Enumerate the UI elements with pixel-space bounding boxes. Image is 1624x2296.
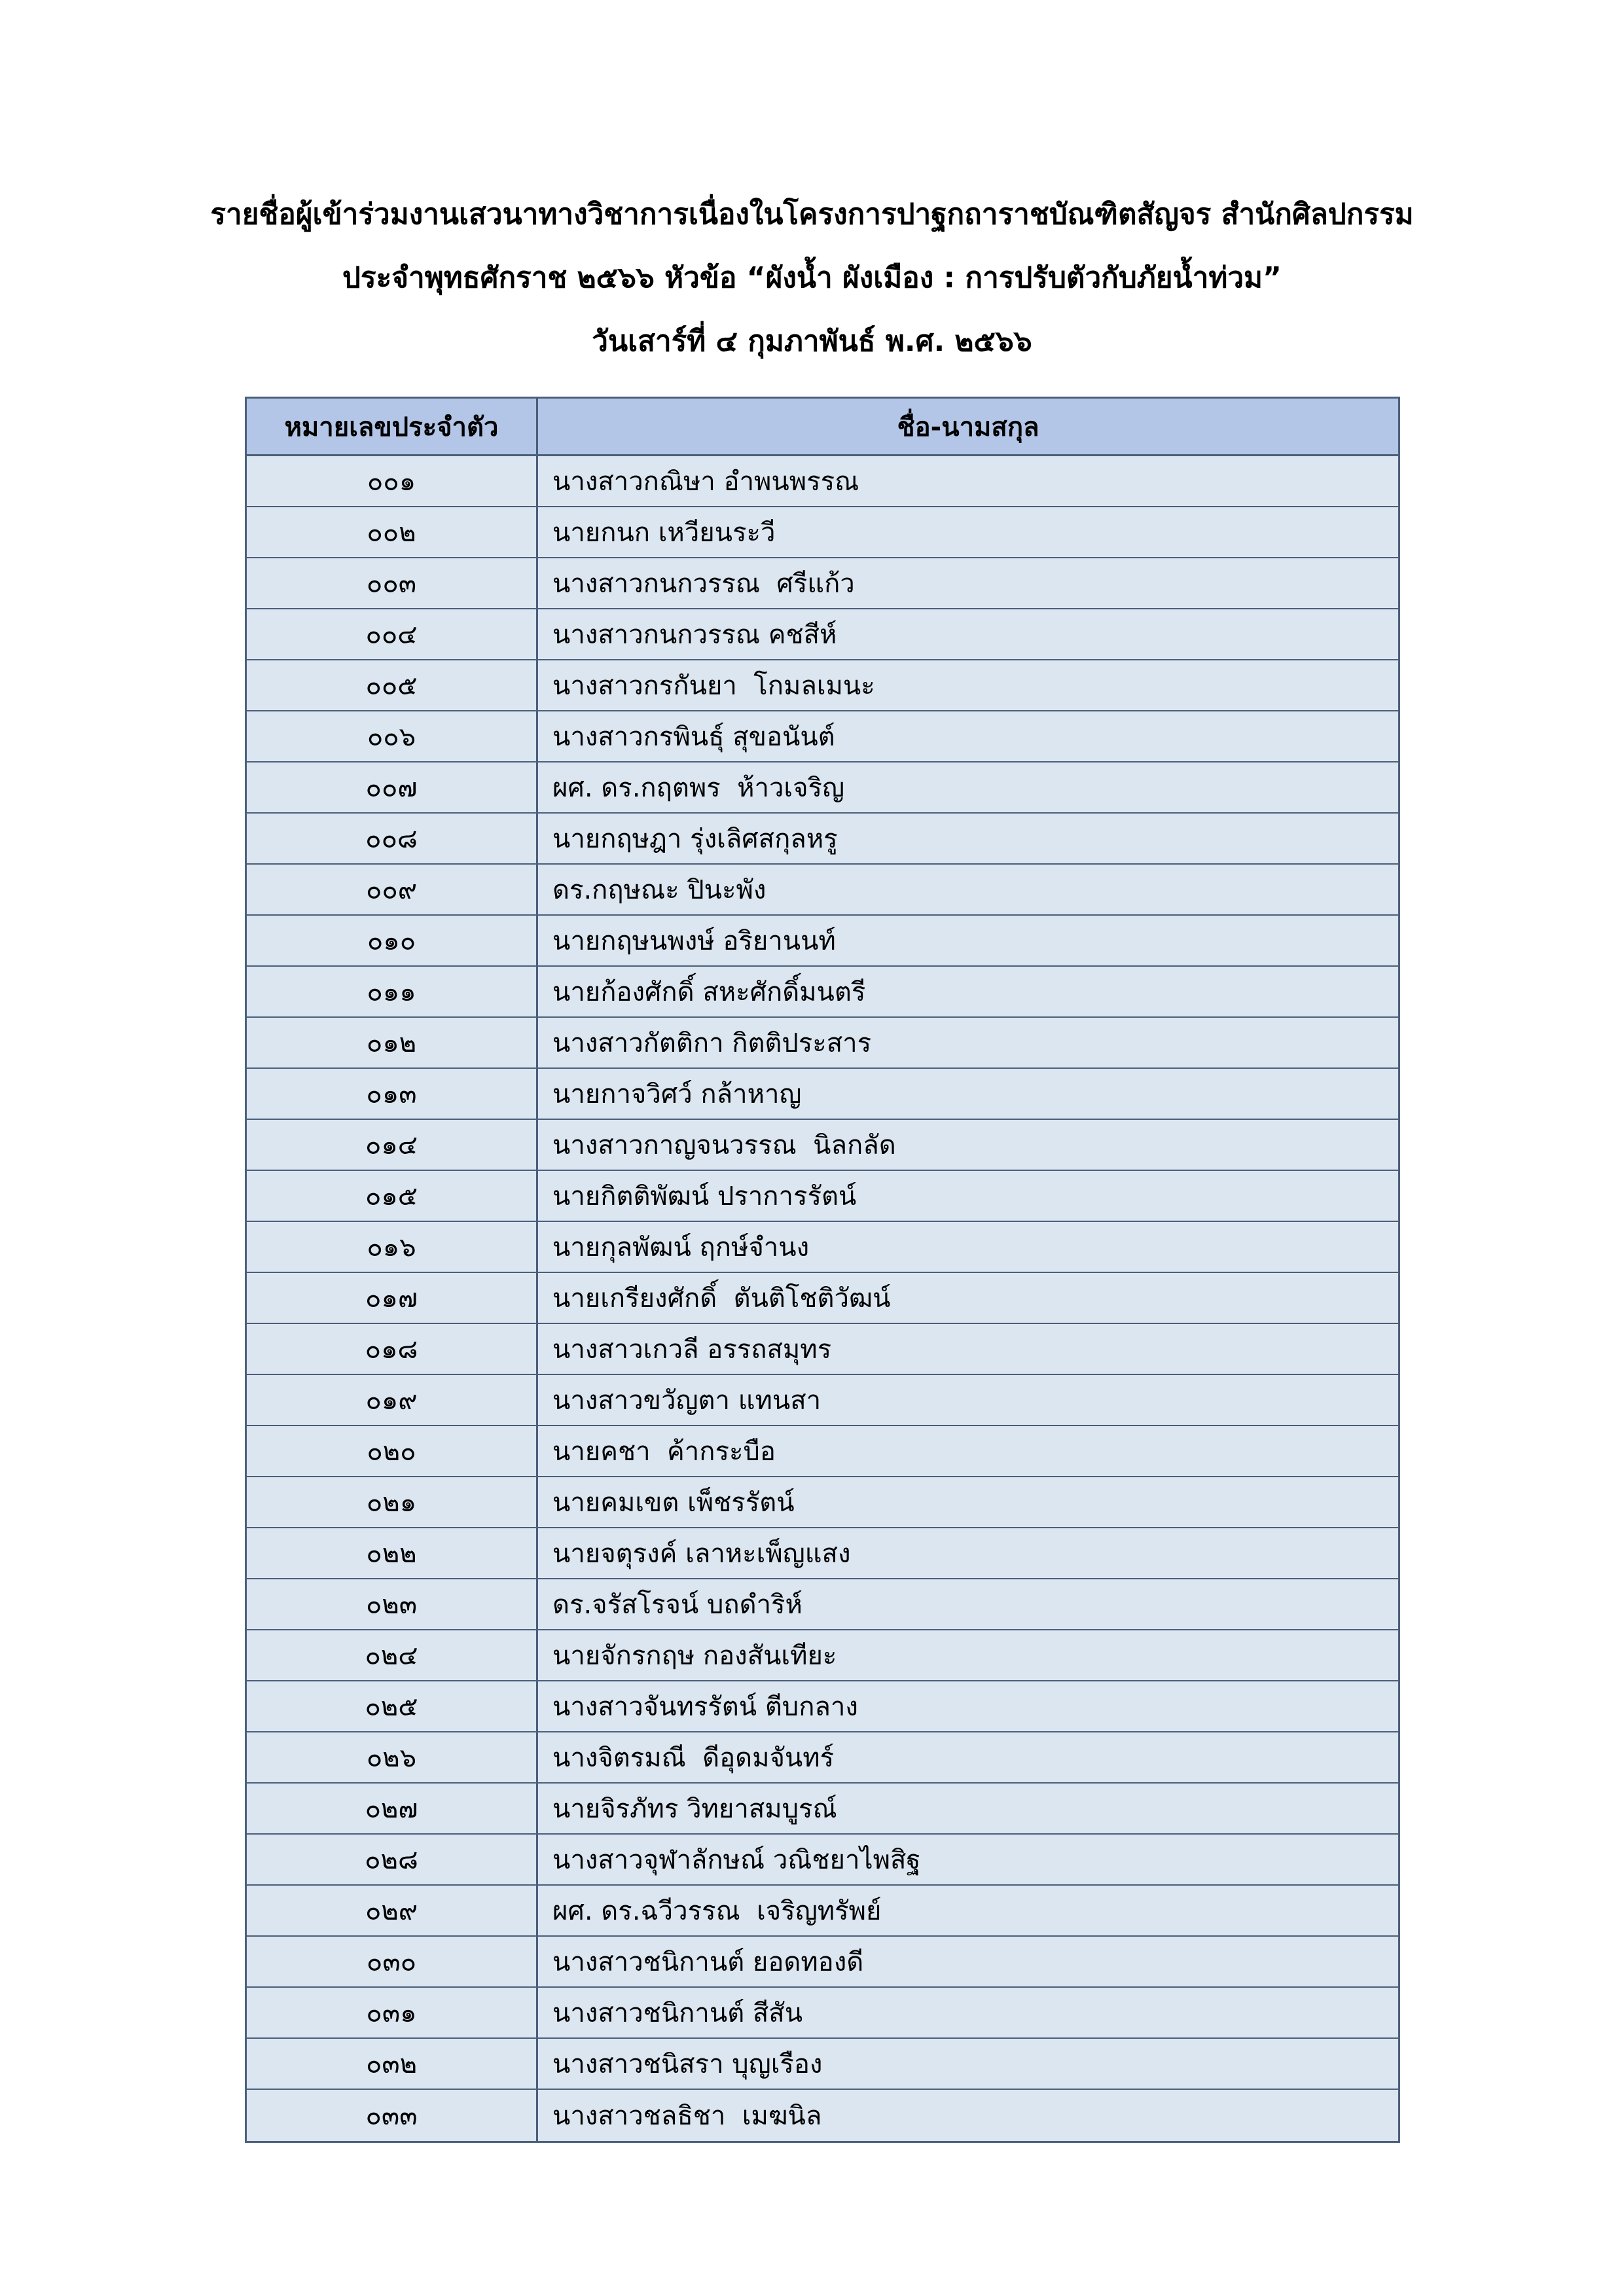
table-row	[247, 865, 1398, 916]
table-row	[247, 967, 1398, 1018]
table-row	[247, 1937, 1398, 1988]
table-row	[247, 1273, 1398, 1324]
participant-id-cell: ๐๐๖	[247, 711, 538, 761]
participant-id-cell: ๐๑๕	[247, 1171, 538, 1221]
participant-name-cell: นายกุลพัฒน์ ฤกษ์จำนง	[552, 1232, 810, 1263]
participant-name-cell: นายเกรียงศักดิ์ ตันติโชติวัฒน์	[552, 1283, 891, 1314]
participant-name-cell: ผศ. ดร.กฤตพร ห้าวเจริญ	[552, 773, 845, 803]
table-row	[247, 1528, 1398, 1579]
participant-id-cell: ๐๑๔	[247, 1120, 538, 1170]
participant-id-cell: ๐๐๕	[247, 660, 538, 710]
table-row	[247, 2090, 1398, 2141]
table-row	[247, 1324, 1398, 1375]
participant-id-cell: ๐๑๐	[247, 916, 538, 965]
participant-name-cell: นางสาวกนกวรรณ ศรีแก้ว	[552, 569, 855, 599]
table-row	[247, 1988, 1398, 2039]
table-row	[247, 2039, 1398, 2090]
table-row	[247, 1835, 1398, 1886]
participant-name-cell: นายกฤษฎา รุ่งเลิศสกุลหรู	[552, 824, 838, 854]
table-row	[247, 1426, 1398, 1477]
participant-name-cell: นายกฤษนพงษ์ อริยานนท์	[552, 926, 836, 956]
id-column-header: หมายเลขประจำตัว	[247, 399, 538, 454]
participant-id-cell: ๐๐๘	[247, 814, 538, 863]
participant-id-cell: ๐๒๖	[247, 1732, 538, 1782]
participant-id-cell: ๐๐๓	[247, 558, 538, 608]
participant-id-cell: ๐๐๙	[247, 865, 538, 914]
table-row	[247, 814, 1398, 865]
participant-name-cell: นายคมเขต เพ็ชรรัตน์	[552, 1488, 795, 1518]
participant-name-cell: นางสาวเกวลี อรรถสมุทร	[552, 1335, 832, 1365]
participant-id-cell: ๐๑๒	[247, 1018, 538, 1067]
table-row	[247, 1069, 1398, 1120]
participant-name-cell: นางสาวกณิษา อำพนพรรณ	[552, 467, 859, 497]
participant-id-cell: ๐๒๗	[247, 1784, 538, 1833]
table-header-row	[247, 399, 1398, 456]
table-row	[247, 711, 1398, 762]
participant-id-cell: ๐๓๒	[247, 2039, 538, 2089]
table-body	[247, 456, 1398, 2141]
document-title-line-1: รายชื่อผู้เข้าร่วมงานเสวนาทางวิชาการเนื่องในโครงการปาฐกถาราชบัณฑิตสัญจร สำนักศิลปกรรม	[210, 198, 1414, 231]
participant-table	[245, 397, 1400, 2143]
participant-name-cell: นายกาจวิศว์ กล้าหาญ	[552, 1079, 802, 1109]
table-row	[247, 1171, 1398, 1222]
table-row	[247, 916, 1398, 967]
table-row	[247, 1477, 1398, 1528]
name-column-header: ชื่อ-นามสกุล	[897, 412, 1039, 442]
participant-name-cell: นางสาวจุฬาลักษณ์ วณิชยาไพสิฐ	[552, 1845, 921, 1875]
participant-id-cell: ๐๒๐	[247, 1426, 538, 1476]
table-row	[247, 1579, 1398, 1630]
participant-name-cell: นางสาวชนิสรา บุญเรือง	[552, 2049, 823, 2079]
table-row	[247, 1222, 1398, 1273]
participant-id-cell: ๐๑๗	[247, 1273, 538, 1323]
table-row	[247, 1120, 1398, 1171]
participant-name-cell: ดร.จรัสโรจน์ บถดำริห์	[552, 1590, 803, 1620]
participant-id-cell: ๐๑๖	[247, 1222, 538, 1272]
table-row	[247, 1886, 1398, 1937]
participant-id-cell: ๐๐๗	[247, 762, 538, 812]
participant-name-cell: นางสาวกรพินธุ์ สุขอนันต์	[552, 722, 835, 752]
participant-id-cell: ๐๒๘	[247, 1835, 538, 1884]
participant-name-cell: นายกนก เหวียนระวี	[552, 518, 776, 548]
participant-id-cell: ๐๑๘	[247, 1324, 538, 1374]
participant-name-cell: นายจักรกฤษ กองสันเทียะ	[552, 1641, 837, 1671]
table-row	[247, 660, 1398, 711]
table-row	[247, 1681, 1398, 1732]
participant-name-cell: นางสาวชลธิชา เมฆนิล	[552, 2101, 822, 2131]
participant-name-cell: นายก้องศักดิ์ สหะศักดิ์มนตรี	[552, 977, 866, 1007]
participant-id-cell: ๐๒๔	[247, 1630, 538, 1680]
participant-id-cell: ๐๒๒	[247, 1528, 538, 1578]
participant-name-cell: นายจิรภัทร วิทยาสมบูรณ์	[552, 1794, 837, 1824]
table-row	[247, 1784, 1398, 1835]
participant-name-cell: นางสาวกนกวรรณ คชสีห์	[552, 620, 837, 650]
participant-name-cell: นายคชา ค้ากระบือ	[552, 1437, 776, 1467]
participant-id-cell: ๐๓๓	[247, 2090, 538, 2141]
participant-name-cell: นางจิตรมณี ดีอุดมจันทร์	[552, 1743, 835, 1773]
table-row	[247, 1630, 1398, 1681]
participant-name-cell: นางสาวขวัญตา แทนสา	[552, 1386, 821, 1416]
participant-id-cell: ๐๑๑	[247, 967, 538, 1016]
participant-id-cell: ๐๓๐	[247, 1937, 538, 1986]
participant-name-cell: นางสาวกรกันยา โกมลเมนะ	[552, 671, 875, 701]
participant-id-cell: ๐๑๓	[247, 1069, 538, 1119]
table-row	[247, 1732, 1398, 1784]
participant-name-cell: นางสาวชนิกานต์ ยอดทองดี	[552, 1947, 864, 1977]
table-row	[247, 762, 1398, 814]
participant-id-cell: ๐๒๓	[247, 1579, 538, 1629]
participant-id-cell: ๐๐๑	[247, 456, 538, 506]
participant-name-cell: ผศ. ดร.ฉวีวรรณ เจริญทรัพย์	[552, 1896, 882, 1926]
table-row	[247, 507, 1398, 558]
participant-name-cell: นางสาวกัตติกา กิตติประสาร	[552, 1028, 872, 1058]
participant-id-cell: ๐๑๙	[247, 1375, 538, 1425]
participant-name-cell: นางสาวจันทรรัตน์ ตีบกลาง	[552, 1692, 858, 1722]
participant-id-cell: ๐๒๑	[247, 1477, 538, 1527]
table-row	[247, 456, 1398, 507]
participant-id-cell: ๐๓๑	[247, 1988, 538, 2037]
table-row	[247, 609, 1398, 660]
participant-name-cell: นางสาวชนิกานต์ สีสัน	[552, 1998, 803, 2028]
participant-name-cell: ดร.กฤษณะ ปินะพัง	[552, 875, 767, 905]
participant-name-cell: นายกิตติพัฒน์ ปราการรัตน์	[552, 1181, 857, 1211]
participant-id-cell: ๐๐๒	[247, 507, 538, 557]
table-row	[247, 1375, 1398, 1426]
document-title-line-2: ประจำพุทธศักราช ๒๕๖๖ หัวข้อ “ผังน้ำ ผังเมือง : การปรับตัวกับภัยน้ำท่วม”	[342, 261, 1282, 295]
participant-id-cell: ๐๐๔	[247, 609, 538, 659]
participant-name-cell: นายจตุรงค์ เลาหะเพ็ญแสง	[552, 1539, 851, 1569]
participant-id-cell: ๐๒๕	[247, 1681, 538, 1731]
participant-id-cell: ๐๒๙	[247, 1886, 538, 1935]
table-row	[247, 1018, 1398, 1069]
table-row	[247, 558, 1398, 609]
participant-name-cell: นางสาวกาญจนวรรณ นิลกลัด	[552, 1130, 896, 1160]
document-date-line: วันเสาร์ที่ ๔ กุมภาพันธ์ พ.ศ. ๒๕๖๖	[592, 325, 1032, 358]
